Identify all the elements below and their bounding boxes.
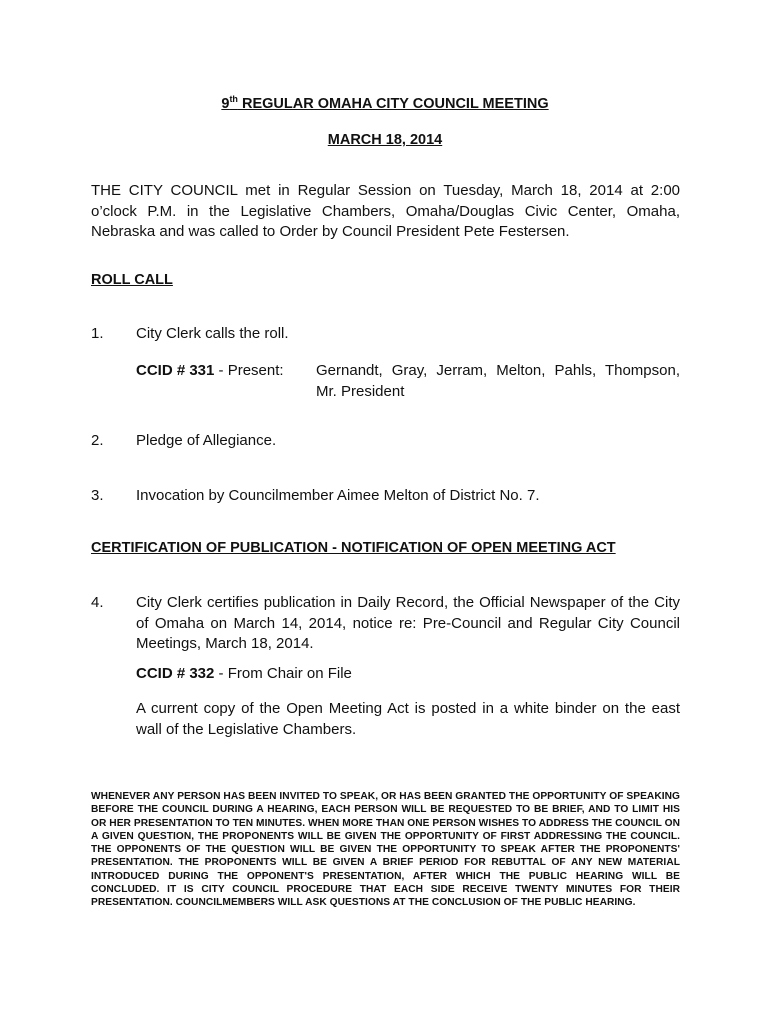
item-2-number: 2. bbox=[91, 432, 104, 449]
item-3-text: Invocation by Councilmember Aimee Melton of District No. 7. bbox=[136, 487, 540, 504]
item-1-number: 1. bbox=[91, 325, 104, 342]
present-members: Gernandt, Gray, Jerram, Melton, Pahls, Thompson, Mr. President bbox=[316, 362, 680, 400]
open-meeting-act-note: A current copy of the Open Meeting Act is posted in a white binder on the east wall of the Legislative Chambers. bbox=[136, 700, 680, 738]
ccid-332-number: CCID # 332 bbox=[136, 665, 215, 682]
ccid-331-label bbox=[136, 361, 284, 382]
item-4-number: 4. bbox=[91, 594, 104, 611]
ccid-332-label bbox=[136, 664, 352, 685]
meeting-title-text: REGULAR OMAHA CITY COUNCIL MEETING bbox=[237, 96, 549, 112]
roll-call-heading: ROLL CALL bbox=[91, 272, 173, 288]
item-4-text: City Clerk certifies publication in Daily Record, the Official Newspaper of the City of Omaha on March 14, 2014, notice re: Pre-Council and Regular City Council Meetings, March 18, 2014. bbox=[136, 594, 680, 652]
certification-heading: CERTIFICATION OF PUBLICATION - NOTIFICATION OF OPEN MEETING ACT bbox=[91, 540, 616, 556]
ccid-331-number: CCID # 331 bbox=[136, 362, 215, 379]
meeting-ordinal-number: 9 bbox=[221, 96, 230, 112]
meeting-ordinal-suffix: th bbox=[229, 94, 238, 104]
intro-paragraph: THE CITY COUNCIL met in Regular Session on Tuesday, March 18, 2014 at 2:00 o’clock P.M. in the Legislative Chambers, Omaha/Douglas Civic Center, Omaha, Nebraska and was called to Order by Council President Pete Festersen. bbox=[91, 182, 680, 240]
item-1-text: City Clerk calls the roll. bbox=[136, 325, 289, 342]
item-3-number: 3. bbox=[91, 487, 104, 504]
ccid-331-suffix: - Present: bbox=[214, 362, 284, 379]
public-hearing-notice: WHENEVER ANY PERSON HAS BEEN INVITED TO SPEAK, OR HAS BEEN GRANTED THE OPPORTUNITY OF SPEAKING BEFORE THE COUNCIL DURING A HEARING, EACH PERSON WILL BE REQUESTED TO BE BRIEF, AND TO LIMIT HIS OR HER PRESENTATION TO TEN MINUTES. WHEN MORE THAN ONE PERSON WISHES TO ADDRESS THE COUNCIL ON A GIVEN QUESTION, THE PROPONENTS WILL BE GIVEN THE OPPORTUNITY OF FIRST ADDRESSING THE COUNCIL. THE OPPONENTS OF THE QUESTION WILL BE GIVEN THE OPPORTUNITY TO SPEAK AFTER THE PROPONENTS' PRESENTATION. THE PROPONENTS WILL BE GIVEN A BRIEF PERIOD FOR REBUTTAL OF ANY NEW MATERIAL INTRODUCED DURING THE OPPONENT'S PRESENTATION, AFTER WHICH THE PUBLIC HEARING WILL BE CONCLUDED. IT IS CITY COUNCIL PROCEDURE THAT EACH SIDE RECEIVE TWENTY MINUTES FOR THEIR PRESENTATION. COUNCILMEMBERS WILL ASK QUESTIONS AT THE CONCLUSION OF THE PUBLIC HEARING. bbox=[91, 791, 680, 909]
ccid-332-suffix: - From Chair on File bbox=[214, 665, 352, 682]
meeting-title bbox=[0, 94, 770, 112]
item-2-text: Pledge of Allegiance. bbox=[136, 432, 277, 449]
meeting-date: MARCH 18, 2014 bbox=[327, 132, 443, 148]
